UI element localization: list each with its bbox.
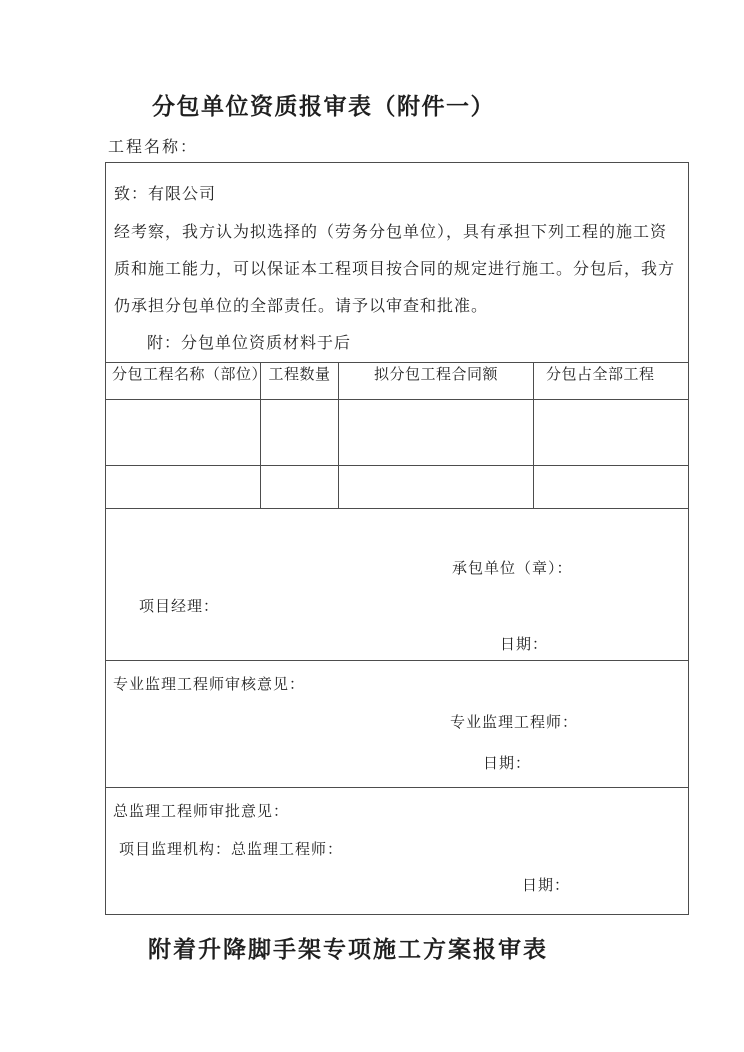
contractor-date-label: 日期： <box>500 635 549 653</box>
empty-data-cell <box>339 400 534 466</box>
to-line: 致：有限公司 <box>114 184 217 203</box>
col-header-share: 分包占全部工程 <box>534 363 689 400</box>
attachment-note: 附：分包单位资质材料于后 <box>147 333 352 352</box>
statement-row <box>106 163 689 363</box>
col-header-quantity: 工程数量 <box>261 363 339 400</box>
contractor-seal-label: 承包单位（章）： <box>452 559 573 577</box>
supervisor-review-row <box>106 661 689 788</box>
table-row <box>106 466 689 509</box>
chief-supervisor-cell <box>106 788 689 915</box>
empty-data-cell <box>534 466 689 509</box>
supervisor-date-label: 日期： <box>483 754 532 772</box>
chief-supervisor-title: 总监理工程师审批意见： <box>113 802 290 820</box>
project-manager-label: 项目经理： <box>139 597 220 615</box>
empty-data-cell <box>261 466 339 509</box>
contractor-signature-row <box>106 509 689 661</box>
project-name-label: 工程名称： <box>108 137 199 156</box>
header-row <box>106 363 689 400</box>
contractor-signature-cell <box>106 509 689 661</box>
chief-date-label: 日期： <box>522 876 571 894</box>
statement-paragraph-line: 质和施工能力，可以保证本工程项目按合同的规定进行施工。分包后，我方 <box>114 259 676 278</box>
col-header-contract-amount: 拟分包工程合同额 <box>339 363 534 400</box>
statement-paragraph-line: 经考察，我方认为拟选择的（劳务分包单位），具有承担下列工程的施工资 <box>114 222 668 241</box>
statement-cell <box>106 163 689 363</box>
empty-data-cell <box>106 466 261 509</box>
chief-supervisor-row <box>106 788 689 915</box>
supervising-org-label: 项目监理机构：总监理工程师： <box>119 840 344 858</box>
empty-data-cell <box>339 466 534 509</box>
empty-data-cell <box>534 400 689 466</box>
empty-data-cell <box>261 400 339 466</box>
statement-paragraph-line: 仍承担分包单位的全部责任。请予以审查和批准。 <box>114 296 489 315</box>
col-header-subcontract-name: 分包工程名称（部位） <box>106 363 261 400</box>
next-form-title: 附着升降脚手架专项施工方案报审表 <box>148 936 548 963</box>
table-row <box>106 400 689 466</box>
approval-form-table <box>105 162 689 915</box>
supervisor-engineer-label: 专业监理工程师： <box>450 713 579 731</box>
supervisor-review-title: 专业监理工程师审核意见： <box>113 675 306 693</box>
empty-data-cell <box>106 400 261 466</box>
page-title: 分包单位资质报审表（附件一） <box>152 93 495 120</box>
supervisor-review-cell <box>106 661 689 788</box>
